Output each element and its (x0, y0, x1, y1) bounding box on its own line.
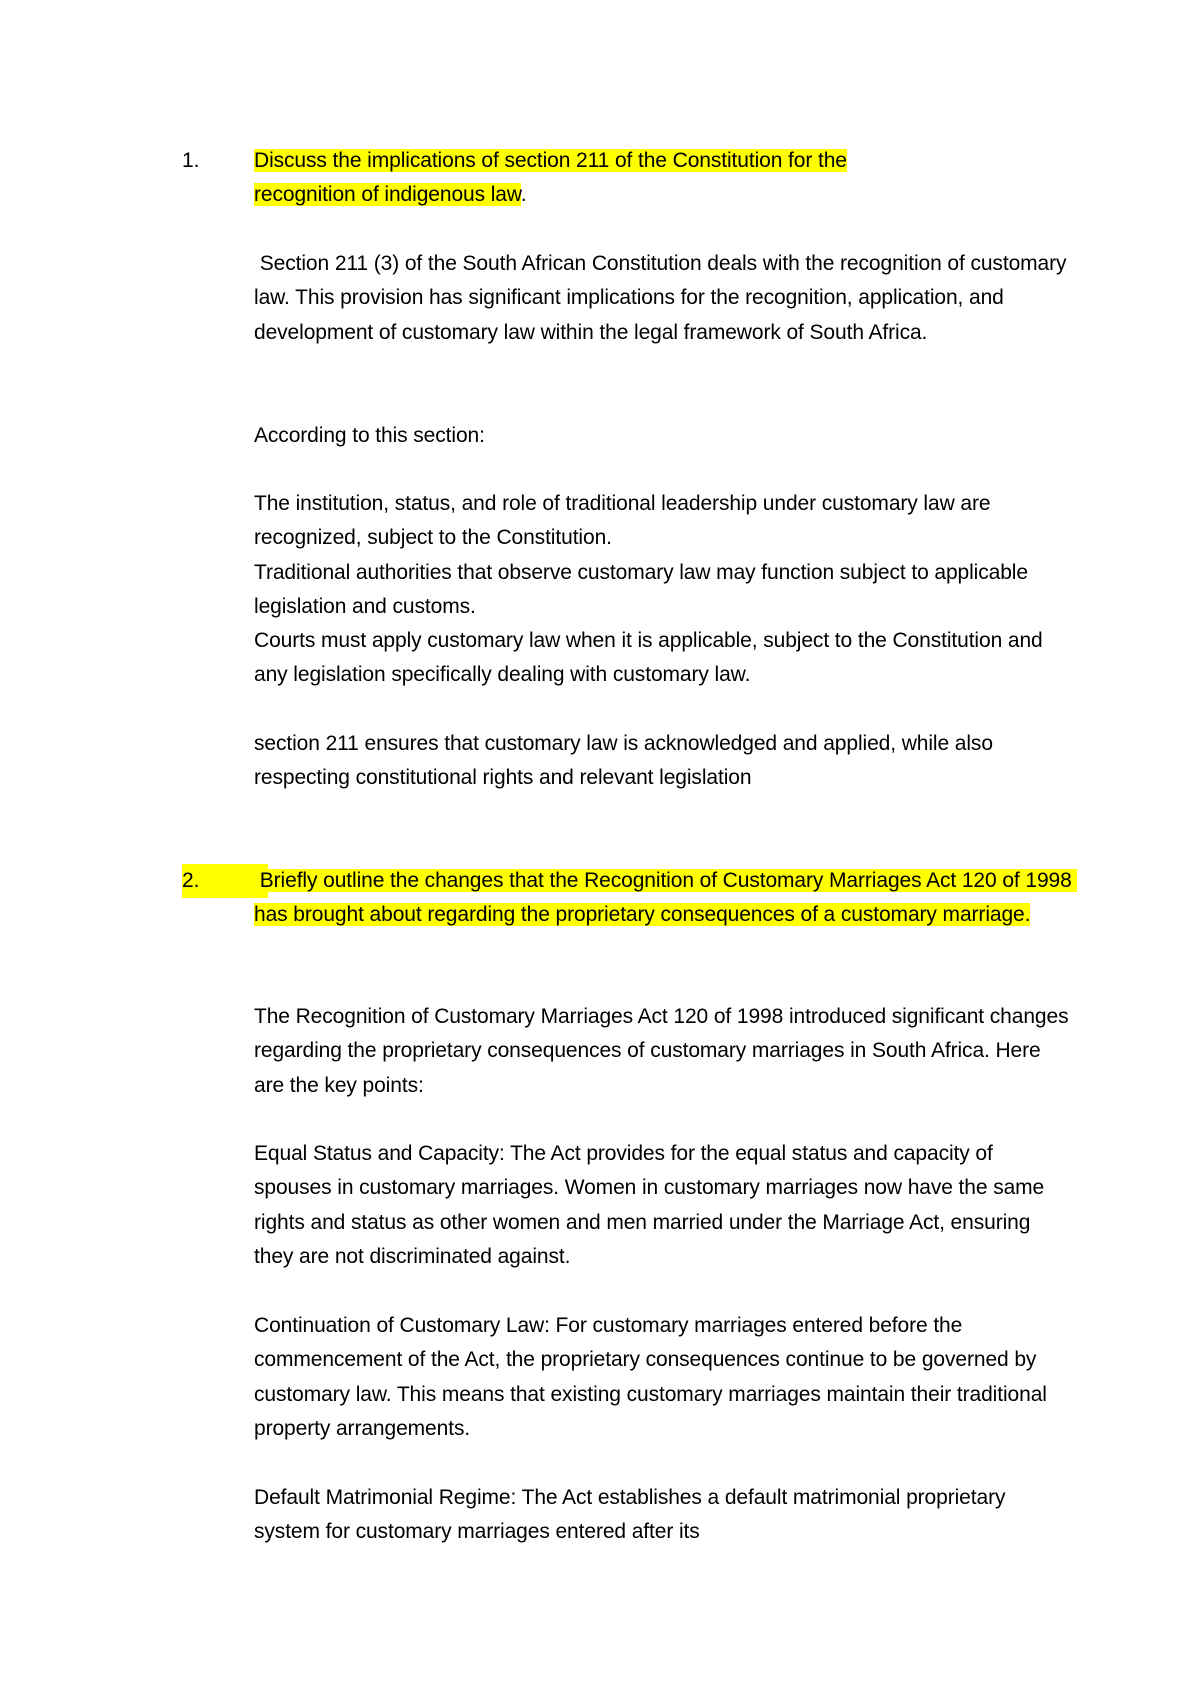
question-2-equal-status: Equal Status and Capacity: The Act provides for the equal status and capacity of spouses in customary marriages. Women in customary marriages now have the same rights and status as other women and men married under the Marriage Act, ensuring they are not discriminated against. (254, 1142, 1045, 1268)
question-1-conclusion (254, 727, 1074, 796)
question-1-prompt-tail: . (520, 183, 527, 207)
question-1-answer-intro: Section 211 (3) of the South African Constitution deals with the recognition of customary law. This provision has significant implications for the recognition, application, and development of customary law within the legal framework of South Africa. (254, 252, 1073, 344)
question-2-answer-intro: The Recognition of Customary Marriages Act 120 of 1998 introduced significant changes regarding the proprietary consequences of customary marriages in South Africa. Here are the key points: (254, 1005, 1069, 1097)
question-1-number: 1. (182, 149, 200, 172)
question-2-answer (254, 1000, 1074, 1103)
question-1-answer (254, 247, 1074, 350)
question-2-default-regime: Default Matrimonial Regime: The Act establishes a default matrimonial proprietary system for customary marriages entered after its (254, 1486, 1006, 1544)
question-1-prompt-line2: recognition of indigenous law (254, 183, 521, 207)
question-2-paragraph-2 (254, 1309, 1074, 1446)
question-1-point-2: Traditional authorities that observe customary law may function subject to applicable legislation and customs. (254, 560, 1028, 618)
question-2-paragraph-1 (254, 1137, 1074, 1274)
question-1-according-text: According to this section: (254, 424, 485, 447)
question-2-continuation: Continuation of Customary Law: For customary marriages entered before the commencement of the Act, the proprietary consequences continue to be governed by customary law. This means that existing customary marriages maintain their traditional property arrangements. (254, 1314, 1047, 1440)
question-2-paragraph-3 (254, 1481, 1074, 1550)
question-1-point-3: Courts must apply customary law when it is applicable, subject to the Constitution and any legislation specifically dealing with customary law. (254, 629, 1043, 687)
question-1-points (254, 487, 1074, 693)
question-1-according (254, 419, 1074, 453)
question-1-prompt (254, 144, 1074, 213)
question-1-prompt-line1: Discuss the implications of section 211 of the Constitution for the (254, 149, 847, 172)
question-2-prompt (254, 864, 1078, 933)
question-2-number: 2. (182, 864, 268, 898)
question-1-conclusion-text: section 211 ensures that customary law is acknowledged and applied, while also respecting constitutional rights and relevant legislation (254, 732, 993, 790)
question-1-point-1: The institution, status, and role of traditional leadership under customary law are recognized, subject to the Constitution. (254, 492, 991, 550)
question-2-prompt-text: Briefly outline the changes that the Recognition of Customary Marriages Act 120 of 1998 has brought about regarding the proprietary consequences of a customary marriage. (254, 869, 1078, 927)
